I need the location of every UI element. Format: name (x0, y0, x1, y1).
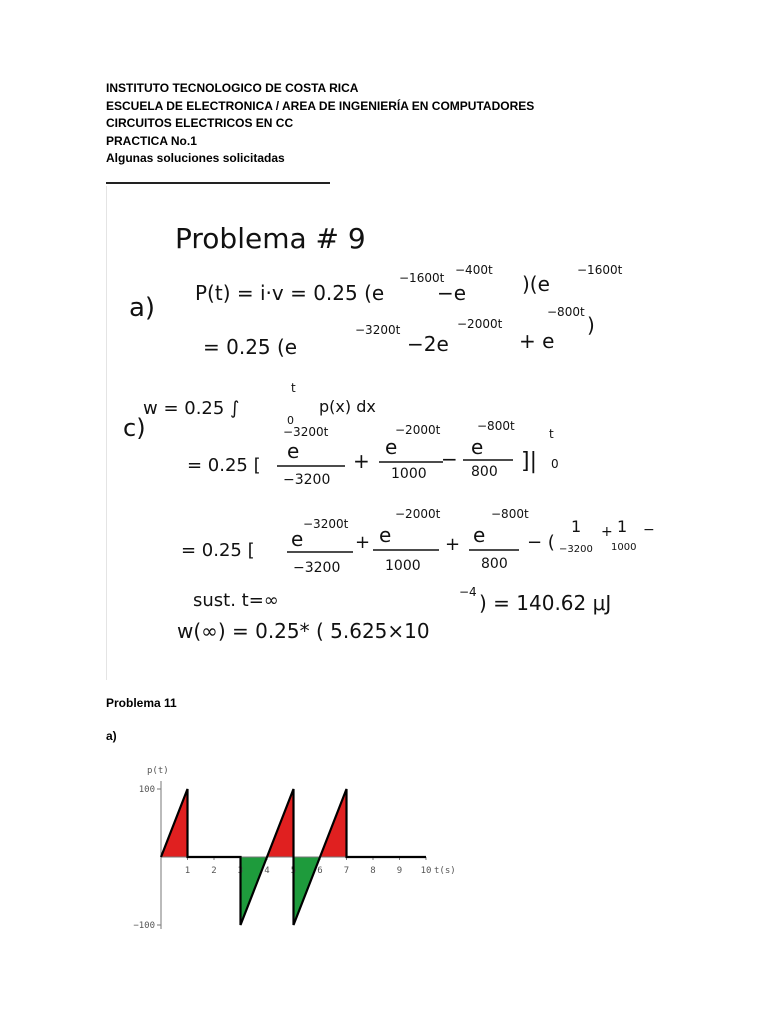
hw-mid-term: −2e (407, 332, 449, 356)
header-divider (106, 182, 330, 184)
hw-c2-den2: 1000 (385, 558, 421, 574)
hw-c2-den3: 800 (481, 556, 508, 572)
hw-exp-400: −400t (455, 263, 493, 277)
hw-power-expanded: = 0.25 (e (203, 335, 298, 359)
x-tick-label: 8 (370, 866, 376, 876)
x-tick-label: 3 (237, 866, 244, 876)
y-axis-label: p(t) (147, 766, 169, 776)
x-tick-label: 9 (396, 866, 403, 876)
hw-energy-def: w = 0.25 ∫ (143, 398, 240, 419)
subtitle-line: Algunas soluciones solicitadas (106, 151, 285, 165)
hw-int-upper: t (291, 381, 296, 395)
practice-line: PRACTICA No.1 (106, 133, 197, 148)
hw-c2-tail: − ( (527, 532, 555, 553)
y-tick-label: 100 (138, 785, 155, 795)
school-line: ESCUELA DE ELECTRONICA / AREA DE INGENIERÍA EN COMPUTADORES (106, 98, 535, 113)
x-tick-label: 1 (184, 866, 191, 876)
hw-part-a-label: a) (129, 293, 156, 323)
hw-exp-1600b: −1600t (577, 263, 623, 277)
power-chart (120, 755, 480, 937)
hw-w-infinity: w(∞) = 0.25* ( 5.625×10 (177, 619, 430, 643)
institution-line: INSTITUTO TECNOLOGICO DE COSTA RICA (106, 81, 359, 95)
hw-c-line1-prefix: = 0.25 [ (187, 455, 261, 476)
hw-c1-minus: − (441, 447, 458, 471)
hw-c1-den1: −3200 (283, 472, 331, 488)
hw-c2-exp2: −2000t (395, 507, 441, 521)
hw-c2-num3: e (473, 523, 486, 547)
hw-int-lower: 0 (287, 414, 294, 427)
hw-c2-fd1: −3200 (559, 544, 593, 555)
hw-c2-num1: e (291, 527, 304, 551)
hw-c1-den3: 800 (471, 464, 498, 480)
hw-title: Problema # 9 (175, 222, 366, 255)
hw-c1-num2: e (385, 435, 398, 459)
hw-w-infinity-result: ) = 140.62 μJ (479, 591, 612, 615)
document-header (106, 80, 534, 168)
hw-exp-800: −800t (547, 305, 585, 319)
hw-c2-den1: −3200 (293, 560, 341, 576)
hw-plus-term: + e (519, 329, 555, 353)
hw-close-paren: ) (587, 313, 595, 337)
y-tick-label: −100 (133, 921, 155, 931)
hw-c1-eval-bar: ]| (521, 449, 537, 474)
hw-c2-exp3: −800t (491, 507, 529, 521)
handwritten-solution (107, 186, 663, 680)
hw-c1-exp3: −800t (477, 419, 515, 433)
hw-c2-one1: 1 (571, 517, 582, 536)
x-tick-label: 7 (343, 866, 350, 876)
hw-c1-eval-lower: 0 (551, 457, 559, 471)
x-axis-label: t(s) (434, 866, 456, 876)
x-tick-label: 4 (264, 866, 270, 876)
hw-c1-den2: 1000 (391, 466, 427, 482)
hw-w-infinity-exp: −4 (459, 585, 477, 599)
hw-c2-plus2: + (445, 534, 461, 555)
power-series-line (161, 789, 426, 925)
hw-substitution: sust. t=∞ (193, 590, 279, 611)
hw-c2-plus1: + (355, 532, 371, 553)
hw-c2-fd2: 1000 (611, 542, 637, 553)
problem11-part-a: a) (106, 729, 117, 743)
hw-c2-num2: e (379, 523, 392, 547)
hw-power-eq-rest: −e (437, 281, 467, 305)
x-tick-label: 5 (290, 866, 297, 876)
hw-power-eq: P(t) = i·v = 0.25 (e (195, 281, 385, 305)
hw-exp-1600: −1600t (399, 271, 445, 285)
hw-exp-2000: −2000t (457, 317, 503, 331)
course-line: CIRCUITOS ELECTRICOS EN CC (106, 116, 294, 130)
hw-c2-minus3: − (643, 522, 655, 538)
hw-c1-num1: e (287, 439, 300, 463)
hw-exp-3200: −3200t (355, 323, 401, 337)
hw-c1-exp1: −3200t (283, 425, 329, 439)
hw-part-c-label: c) (123, 414, 146, 442)
problem11-title: Problema 11 (106, 696, 177, 710)
hw-c2-plus3: + (601, 524, 613, 540)
handwritten-solution-scan (106, 186, 663, 680)
hw-energy-integrand: p(x) dx (319, 397, 376, 416)
hw-c1-exp2: −2000t (395, 423, 441, 437)
hw-c1-plus: + (353, 449, 370, 473)
x-tick-label: 6 (317, 866, 323, 876)
x-tick-label: 2 (211, 866, 217, 876)
hw-c1-eval-upper: t (549, 427, 554, 441)
hw-c2-one2: 1 (617, 517, 628, 536)
x-tick-label: 10 (420, 866, 432, 876)
hw-c-line2-prefix: = 0.25 [ (181, 540, 255, 561)
hw-c2-exp1: −3200t (303, 517, 349, 531)
hw-power-paren: )(e (522, 272, 550, 296)
hw-c1-num3: e (471, 435, 484, 459)
